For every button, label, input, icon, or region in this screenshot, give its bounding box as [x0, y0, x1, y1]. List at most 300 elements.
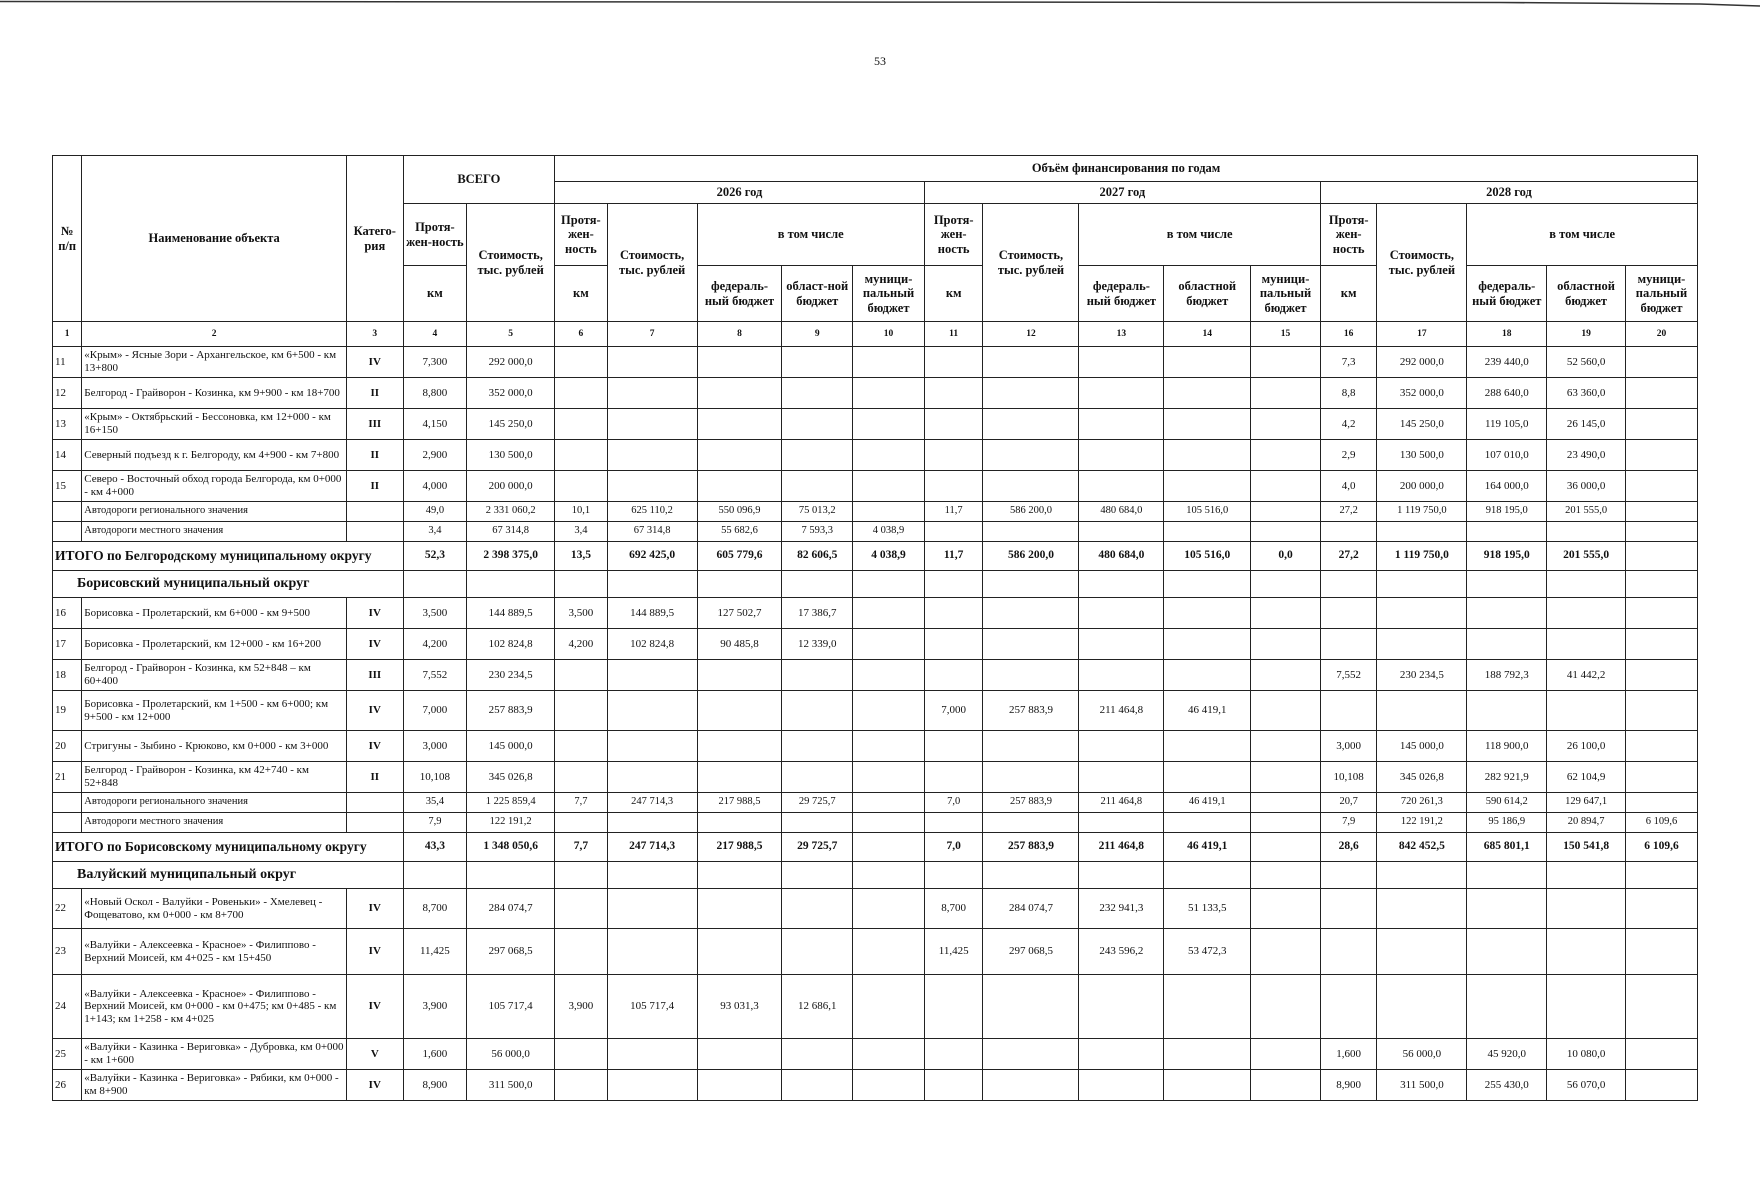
row-number: 18: [53, 660, 82, 691]
value-cell: 8,900: [403, 1070, 467, 1101]
value-cell: [853, 813, 925, 833]
value-cell: [1079, 1070, 1164, 1101]
value-cell: 1 119 750,0: [1377, 502, 1467, 522]
value-cell: [1251, 598, 1321, 629]
value-cell: [1547, 522, 1626, 542]
value-cell: [1079, 409, 1164, 440]
value-cell: [782, 471, 853, 502]
empty-cell: [1467, 571, 1547, 598]
value-cell: [1625, 731, 1697, 762]
value-cell: 7,7: [555, 833, 608, 862]
empty-cell: [1377, 571, 1467, 598]
object-name: Белгород - Грайворон - Козинка, км 9+900 - км 18+700: [82, 378, 347, 409]
value-cell: [555, 409, 608, 440]
column-number-cell: 15: [1251, 322, 1321, 347]
subtotal-row: [53, 522, 1698, 542]
value-cell: 211 464,8: [1079, 793, 1164, 813]
value-cell: [1467, 522, 1547, 542]
value-cell: [1625, 440, 1697, 471]
value-cell: [1251, 629, 1321, 660]
value-cell: [924, 347, 983, 378]
value-cell: 3,000: [1320, 731, 1377, 762]
value-cell: 46 419,1: [1164, 691, 1251, 731]
value-cell: 188 792,3: [1467, 660, 1547, 691]
value-cell: 127 502,7: [697, 598, 782, 629]
value-cell: 29 725,7: [782, 833, 853, 862]
table-row: [53, 378, 1698, 409]
total-row: [53, 542, 1698, 571]
value-cell: [607, 1039, 697, 1070]
object-name: Белгород - Грайворон - Козинка, км 52+848 – км 60+400: [82, 660, 347, 691]
scan-edge-line: [0, 0, 1760, 8]
value-cell: [1547, 598, 1626, 629]
value-cell: 56 070,0: [1547, 1070, 1626, 1101]
value-cell: 211 464,8: [1079, 691, 1164, 731]
value-cell: [1467, 691, 1547, 731]
value-cell: 288 640,0: [1467, 378, 1547, 409]
value-cell: [782, 440, 853, 471]
value-cell: 1,600: [403, 1039, 467, 1070]
value-cell: 200 000,0: [467, 471, 555, 502]
value-cell: [1251, 409, 1321, 440]
value-cell: [1164, 1070, 1251, 1101]
subtotal-label: Автодороги местного значения: [82, 522, 347, 542]
value-cell: [1377, 975, 1467, 1039]
district-header-row: [53, 862, 1698, 889]
value-cell: [1251, 833, 1321, 862]
municipal-header: муници-пальный бюджет: [1625, 266, 1697, 322]
value-cell: [853, 833, 925, 862]
table-body: [53, 322, 1698, 1101]
value-cell: [555, 929, 608, 975]
value-cell: 35,4: [403, 793, 467, 813]
value-cell: [555, 660, 608, 691]
value-cell: [1547, 929, 1626, 975]
value-cell: 7,000: [403, 691, 467, 731]
value-cell: [1079, 522, 1164, 542]
value-cell: 3,500: [555, 598, 608, 629]
empty-cell: [1164, 862, 1251, 889]
value-cell: 311 500,0: [467, 1070, 555, 1101]
row-number: 15: [53, 471, 82, 502]
category-cell: IV: [347, 598, 404, 629]
value-cell: 918 195,0: [1467, 502, 1547, 522]
value-cell: [924, 975, 983, 1039]
value-cell: [555, 691, 608, 731]
value-cell: [1079, 629, 1164, 660]
value-cell: [1251, 440, 1321, 471]
row-number: 13: [53, 409, 82, 440]
value-cell: 3,900: [403, 975, 467, 1039]
value-cell: 842 452,5: [1377, 833, 1467, 862]
value-cell: [1625, 542, 1697, 571]
value-cell: 550 096,9: [697, 502, 782, 522]
column-number-cell: 16: [1320, 322, 1377, 347]
value-cell: [1625, 629, 1697, 660]
value-cell: 36 000,0: [1547, 471, 1626, 502]
value-cell: [1320, 929, 1377, 975]
value-cell: 95 186,9: [1467, 813, 1547, 833]
value-cell: [1377, 691, 1467, 731]
value-cell: 8,700: [924, 889, 983, 929]
value-cell: [1251, 502, 1321, 522]
value-cell: [1164, 409, 1251, 440]
municipal-header: муници-пальный бюджет: [1251, 266, 1321, 322]
value-cell: 0,0: [1251, 542, 1321, 571]
object-name: «Валуйки - Алексеевка - Красное» - Филиппово - Верхний Моисей, км 4+025 - км 15+450: [82, 929, 347, 975]
value-cell: 105 516,0: [1164, 502, 1251, 522]
col-category-header: Катего-рия: [347, 156, 404, 322]
value-cell: 230 234,5: [1377, 660, 1467, 691]
value-cell: 11,7: [924, 502, 983, 522]
empty-cell: [467, 571, 555, 598]
value-cell: [555, 813, 608, 833]
value-cell: 145 000,0: [1377, 731, 1467, 762]
value-cell: [697, 347, 782, 378]
value-cell: 586 200,0: [983, 542, 1079, 571]
value-cell: 2,9: [1320, 440, 1377, 471]
value-cell: [782, 691, 853, 731]
page-number: 53: [874, 54, 886, 68]
object-name: Северный подъезд к г. Белгороду, км 4+900 - км 7+800: [82, 440, 347, 471]
row-number: 19: [53, 691, 82, 731]
value-cell: 7,3: [1320, 347, 1377, 378]
value-cell: 2 331 060,2: [467, 502, 555, 522]
value-cell: [983, 471, 1079, 502]
value-cell: [853, 793, 925, 813]
value-cell: 105 717,4: [607, 975, 697, 1039]
total-label: ИТОГО по Белгородскому муниципальному округу: [53, 542, 404, 571]
value-cell: 3,900: [555, 975, 608, 1039]
length-header: Протя-жен-ность: [555, 204, 608, 266]
value-cell: 144 889,5: [607, 598, 697, 629]
column-number-cell: 1: [53, 322, 82, 347]
value-cell: 52 560,0: [1547, 347, 1626, 378]
value-cell: [1251, 378, 1321, 409]
table-row: [53, 975, 1698, 1039]
value-cell: 53 472,3: [1164, 929, 1251, 975]
value-cell: 3,000: [403, 731, 467, 762]
value-cell: 7,000: [924, 691, 983, 731]
value-cell: [1079, 813, 1164, 833]
including-header: в том числе: [1467, 204, 1698, 266]
value-cell: [1251, 1039, 1321, 1070]
value-cell: [853, 1039, 925, 1070]
value-cell: 55 682,6: [697, 522, 782, 542]
value-cell: [555, 440, 608, 471]
value-cell: 257 883,9: [983, 793, 1079, 813]
value-cell: 352 000,0: [467, 378, 555, 409]
value-cell: 122 191,2: [1377, 813, 1467, 833]
value-cell: 6 109,6: [1625, 813, 1697, 833]
value-cell: 480 684,0: [1079, 502, 1164, 522]
value-cell: [853, 975, 925, 1039]
value-cell: 3,4: [555, 522, 608, 542]
value-cell: 297 068,5: [467, 929, 555, 975]
value-cell: [1467, 598, 1547, 629]
value-cell: 17 386,7: [782, 598, 853, 629]
value-cell: 145 000,0: [467, 731, 555, 762]
value-cell: 122 191,2: [467, 813, 555, 833]
value-cell: [924, 522, 983, 542]
empty-cell: [555, 571, 608, 598]
value-cell: [555, 1070, 608, 1101]
value-cell: [1164, 813, 1251, 833]
including-header: в том числе: [697, 204, 924, 266]
empty-cell: [924, 571, 983, 598]
col-name-header: Наименование объекта: [82, 156, 347, 322]
row-number: [53, 502, 82, 522]
value-cell: [924, 471, 983, 502]
column-number-cell: 10: [853, 322, 925, 347]
value-cell: 13,5: [555, 542, 608, 571]
table-row: [53, 471, 1698, 502]
value-cell: 7 593,3: [782, 522, 853, 542]
value-cell: 247 714,3: [607, 793, 697, 813]
value-cell: 7,9: [1320, 813, 1377, 833]
value-cell: 10 080,0: [1547, 1039, 1626, 1070]
value-cell: [983, 440, 1079, 471]
value-cell: [853, 347, 925, 378]
value-cell: 201 555,0: [1547, 542, 1626, 571]
subtotal-row: [53, 813, 1698, 833]
value-cell: 3,4: [403, 522, 467, 542]
value-cell: [1079, 731, 1164, 762]
object-name: Борисовка - Пролетарский, км 6+000 - км 9+500: [82, 598, 347, 629]
value-cell: [853, 502, 925, 522]
value-cell: [697, 889, 782, 929]
empty-cell: [467, 862, 555, 889]
value-cell: 12 686,1: [782, 975, 853, 1039]
value-cell: [924, 629, 983, 660]
empty-cell: [853, 571, 925, 598]
value-cell: 1 348 050,6: [467, 833, 555, 862]
federal-header: федераль-ный бюджет: [1467, 266, 1547, 322]
value-cell: [1079, 975, 1164, 1039]
value-cell: [1251, 691, 1321, 731]
table-row: [53, 440, 1698, 471]
value-cell: 145 250,0: [467, 409, 555, 440]
value-cell: 211 464,8: [1079, 833, 1164, 862]
total-header: ВСЕГО: [403, 156, 555, 204]
value-cell: 45 920,0: [1467, 1039, 1547, 1070]
value-cell: [983, 598, 1079, 629]
value-cell: 105 516,0: [1164, 542, 1251, 571]
value-cell: [1079, 598, 1164, 629]
length-header: Протя-жен-ность: [1320, 204, 1377, 266]
total-row: [53, 833, 1698, 862]
object-name: «Крым» - Ясные Зори - Архангельское, км 6+500 - км 13+800: [82, 347, 347, 378]
value-cell: [1251, 471, 1321, 502]
value-cell: 311 500,0: [1377, 1070, 1467, 1101]
row-number: [53, 793, 82, 813]
column-number-cell: 14: [1164, 322, 1251, 347]
value-cell: [555, 347, 608, 378]
cost-header: Стоимость, тыс. рублей: [467, 204, 555, 322]
value-cell: 3,500: [403, 598, 467, 629]
row-number: 26: [53, 1070, 82, 1101]
value-cell: [853, 598, 925, 629]
value-cell: [607, 409, 697, 440]
total-label: ИТОГО по Борисовскому муниципальному округу: [53, 833, 404, 862]
category-cell: IV: [347, 691, 404, 731]
value-cell: [1625, 347, 1697, 378]
value-cell: 625 110,2: [607, 502, 697, 522]
column-numbers-row: [53, 322, 1698, 347]
value-cell: [1625, 793, 1697, 813]
value-cell: 7,552: [1320, 660, 1377, 691]
value-cell: 144 889,5: [467, 598, 555, 629]
value-cell: [1625, 1070, 1697, 1101]
value-cell: [1079, 660, 1164, 691]
value-cell: 297 068,5: [983, 929, 1079, 975]
value-cell: 1 119 750,0: [1377, 542, 1467, 571]
value-cell: [1164, 731, 1251, 762]
value-cell: [1625, 471, 1697, 502]
empty-cell: [1079, 571, 1164, 598]
value-cell: [607, 471, 697, 502]
value-cell: [853, 378, 925, 409]
column-number-cell: 20: [1625, 322, 1697, 347]
value-cell: [1251, 347, 1321, 378]
year-2027-header: 2027 год: [924, 182, 1320, 204]
value-cell: [1467, 975, 1547, 1039]
empty-cell: [1467, 862, 1547, 889]
value-cell: [782, 347, 853, 378]
value-cell: 67 314,8: [467, 522, 555, 542]
table-row: [53, 889, 1698, 929]
value-cell: 720 261,3: [1377, 793, 1467, 813]
value-cell: 41 442,2: [1547, 660, 1626, 691]
empty-cell: [403, 571, 467, 598]
value-cell: [1164, 598, 1251, 629]
value-cell: [1625, 975, 1697, 1039]
value-cell: [1377, 889, 1467, 929]
table-row: [53, 1039, 1698, 1070]
value-cell: 4,2: [1320, 409, 1377, 440]
value-cell: [697, 762, 782, 793]
value-cell: 28,6: [1320, 833, 1377, 862]
empty-cell: [1625, 571, 1697, 598]
value-cell: [983, 975, 1079, 1039]
value-cell: [555, 889, 608, 929]
length-header: Протя-жен-ность: [924, 204, 983, 266]
category-cell: III: [347, 660, 404, 691]
row-number: 14: [53, 440, 82, 471]
value-cell: [983, 1070, 1079, 1101]
value-cell: [782, 1070, 853, 1101]
object-name: Борисовка - Пролетарский, км 12+000 - км 16+200: [82, 629, 347, 660]
value-cell: [782, 731, 853, 762]
value-cell: [1251, 660, 1321, 691]
value-cell: 480 684,0: [1079, 542, 1164, 571]
value-cell: [607, 889, 697, 929]
value-cell: [853, 929, 925, 975]
category-cell: IV: [347, 347, 404, 378]
value-cell: 26 145,0: [1547, 409, 1626, 440]
value-cell: [1079, 347, 1164, 378]
empty-cell: [1320, 862, 1377, 889]
value-cell: [782, 929, 853, 975]
column-number-cell: 5: [467, 322, 555, 347]
column-number-cell: 12: [983, 322, 1079, 347]
row-number: 24: [53, 975, 82, 1039]
value-cell: [697, 440, 782, 471]
value-cell: [1164, 660, 1251, 691]
value-cell: [983, 731, 1079, 762]
empty-cell: [1625, 862, 1697, 889]
value-cell: [1164, 522, 1251, 542]
value-cell: 27,2: [1320, 502, 1377, 522]
category-cell: [347, 813, 404, 833]
value-cell: [1164, 440, 1251, 471]
value-cell: 107 010,0: [1467, 440, 1547, 471]
empty-cell: [1251, 862, 1321, 889]
value-cell: 102 824,8: [467, 629, 555, 660]
value-cell: 4 038,9: [853, 522, 925, 542]
value-cell: [782, 1039, 853, 1070]
column-number-cell: 3: [347, 322, 404, 347]
value-cell: 1 225 859,4: [467, 793, 555, 813]
value-cell: 102 824,8: [607, 629, 697, 660]
value-cell: [1625, 691, 1697, 731]
category-cell: V: [347, 1039, 404, 1070]
category-cell: IV: [347, 929, 404, 975]
value-cell: 7,0: [924, 793, 983, 813]
value-cell: 20 894,7: [1547, 813, 1626, 833]
row-number: 22: [53, 889, 82, 929]
value-cell: [924, 378, 983, 409]
value-cell: [924, 813, 983, 833]
value-cell: [1164, 347, 1251, 378]
value-cell: [697, 1039, 782, 1070]
value-cell: 590 614,2: [1467, 793, 1547, 813]
value-cell: 7,0: [924, 833, 983, 862]
value-cell: 255 430,0: [1467, 1070, 1547, 1101]
value-cell: [1164, 471, 1251, 502]
value-cell: [782, 378, 853, 409]
value-cell: [1625, 889, 1697, 929]
value-cell: 247 714,3: [607, 833, 697, 862]
value-cell: [782, 762, 853, 793]
value-cell: [1377, 522, 1467, 542]
value-cell: [1320, 975, 1377, 1039]
category-cell: II: [347, 440, 404, 471]
column-number-cell: 17: [1377, 322, 1467, 347]
value-cell: [555, 1039, 608, 1070]
value-cell: [697, 378, 782, 409]
value-cell: 11,7: [924, 542, 983, 571]
value-cell: 56 000,0: [1377, 1039, 1467, 1070]
value-cell: 90 485,8: [697, 629, 782, 660]
value-cell: 217 988,5: [697, 793, 782, 813]
district-name: Борисовский муниципальный округ: [53, 571, 404, 598]
value-cell: 63 360,0: [1547, 378, 1626, 409]
value-cell: [983, 347, 1079, 378]
object-name: Стригуны - Зыбино - Крюково, км 0+000 - км 3+000: [82, 731, 347, 762]
value-cell: 586 200,0: [983, 502, 1079, 522]
value-cell: [924, 1070, 983, 1101]
cost-header: Стоимость, тыс. рублей: [983, 204, 1079, 322]
empty-cell: [853, 862, 925, 889]
value-cell: 119 105,0: [1467, 409, 1547, 440]
value-cell: [607, 731, 697, 762]
value-cell: 43,3: [403, 833, 467, 862]
year-2028-header: 2028 год: [1320, 182, 1697, 204]
value-cell: [1164, 762, 1251, 793]
value-cell: 2,900: [403, 440, 467, 471]
empty-cell: [983, 571, 1079, 598]
